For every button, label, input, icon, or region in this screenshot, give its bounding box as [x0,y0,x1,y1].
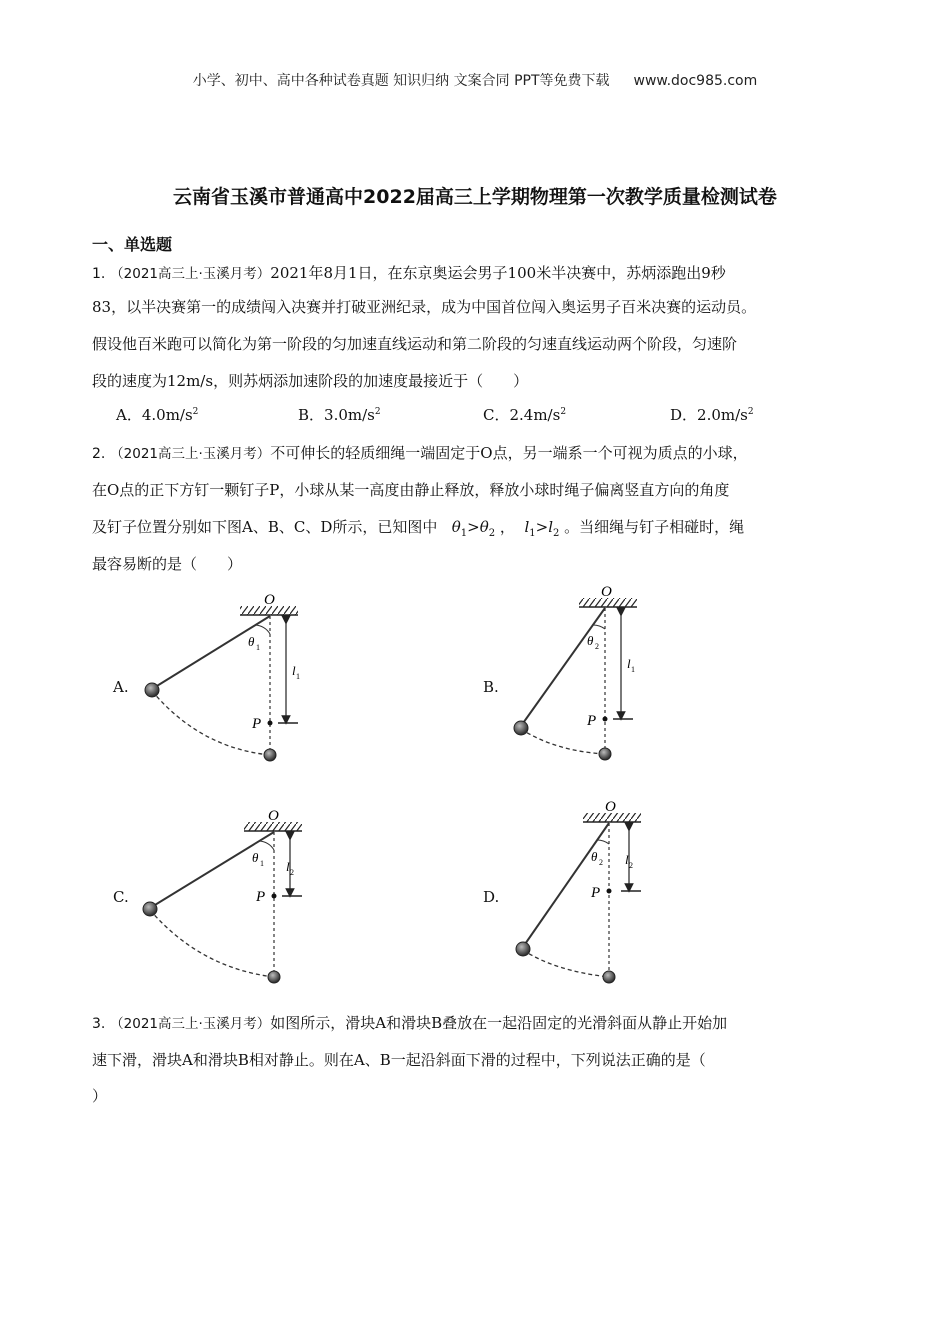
q2-line-4: 最容易断的是（ ） [92,555,243,573]
q1-line-1 [92,262,726,283]
svg-text:θ: θ [591,849,598,864]
pivot-o-label: O [264,592,275,608]
svg-text:2: 2 [599,858,603,867]
q1-option-b[interactable]: B．$3.0m/s^2$ [298,406,381,424]
q2-number: 2. [92,446,106,462]
svg-text:P: P [591,885,601,901]
svg-text:2: 2 [290,868,294,877]
svg-text:l: l [292,663,296,678]
svg-text:2: 2 [629,861,633,870]
q1-option-d[interactable]: D．$2.0m/s^2$ [670,406,754,424]
q2-line-2: 在O点的正下方钉一颗钉子P，小球从某一高度由静止释放，释放小球时绳子偏离竖直方向的角度 [92,481,730,499]
svg-text:1: 1 [631,665,635,674]
svg-text:1: 1 [260,859,264,868]
page-title: 云南省玉溪市普通高中2022届高三上学期物理第一次教学质量检测试卷 [173,186,777,208]
q1-line-4: 段的速度为12m/s，则苏炳添加速阶段的加速度最接近于（ ） [92,372,529,390]
svg-text:1: 1 [256,643,260,652]
header-url[interactable]: www.doc985.com [633,73,758,89]
q2-source: （2021高三上·玉溪月考） [110,446,271,462]
q3-line-2: 速下滑，滑块A和滑块B相对静止。则在A、B一起沿斜面下滑的过程中，下列说法正确的是（ [92,1051,706,1069]
length-relation: $l_1>l_2$ [524,518,560,539]
diagram-b-label: B. [483,678,499,696]
page-header [0,70,950,90]
pendulum-diagram-c [140,800,320,990]
q3-line-3: ） [92,1087,108,1105]
svg-text:l: l [627,656,631,671]
svg-text:θ: θ [252,850,259,865]
svg-text:O: O [605,799,616,815]
svg-text:l: l [286,859,290,874]
pendulum-diagram-a [140,590,320,770]
q1-line-2: 83，以半决赛第一的成绩闯入决赛并打破亚洲纪录，成为中国首位闯入奥运男子百米决赛的运动员。 [92,298,757,316]
svg-text:P: P [256,889,266,905]
theta-relation: $\theta_1>\theta_2$ [451,518,496,539]
svg-text:2: 2 [595,642,599,651]
svg-text:l: l [625,852,629,867]
svg-text:θ: θ [248,634,255,649]
diagram-a-label: A. [113,678,129,696]
q2-line-3: 及钉子位置分别如下图A、B、C、D所示，已知图中 $\theta_1>\theta_2$ ， $l_1>l_2$ 。当细绳与钉子相碰时，绳 [92,518,745,539]
diagram-c-label: C. [113,888,129,906]
q2-line-1 [92,442,748,463]
svg-text:1: 1 [296,672,300,681]
nail-p-label: P [252,716,262,732]
q1-option-c[interactable]: C．$2.4m/s^2$ [483,406,567,424]
pendulum-diagram-b [505,583,685,768]
q3-number: 3. [92,1016,106,1032]
svg-text:O: O [268,808,279,824]
q1-option-a[interactable]: A．$4.0m/s^2$ [116,406,199,424]
svg-text:P: P [587,713,597,729]
q1-text-1: 2021年8月1日，在东京奥运会男子100米半决赛中，苏炳添跑出9秒 [270,264,726,282]
q1-number: 1. [92,266,106,282]
q1-source: （2021高三上·玉溪月考） [110,266,271,282]
q3-text-1: 如图所示，滑块A和滑块B叠放在一起沿固定的光滑斜面从静止开始加 [270,1014,728,1032]
section-heading: 一、单选题 [92,235,173,254]
diagram-d-label: D. [483,888,500,906]
header-text: 小学、初中、高中各种试卷真题 知识归纳 文案合同 PPT等免费下载 [192,73,610,89]
pendulum-diagram-d [505,795,685,985]
q3-line-1 [92,1012,727,1033]
svg-text:θ: θ [587,633,594,648]
q3-source: （2021高三上·玉溪月考） [110,1016,271,1032]
q1-line-3: 假设他百米跑可以简化为第一阶段的匀加速直线运动和第二阶段的匀速直线运动两个阶段，匀速阶 [92,335,738,353]
svg-text:O: O [601,584,612,600]
q2-text-1: 不可伸长的轻质细绳一端固定于O点，另一端系一个可视为质点的小球， [270,444,748,462]
